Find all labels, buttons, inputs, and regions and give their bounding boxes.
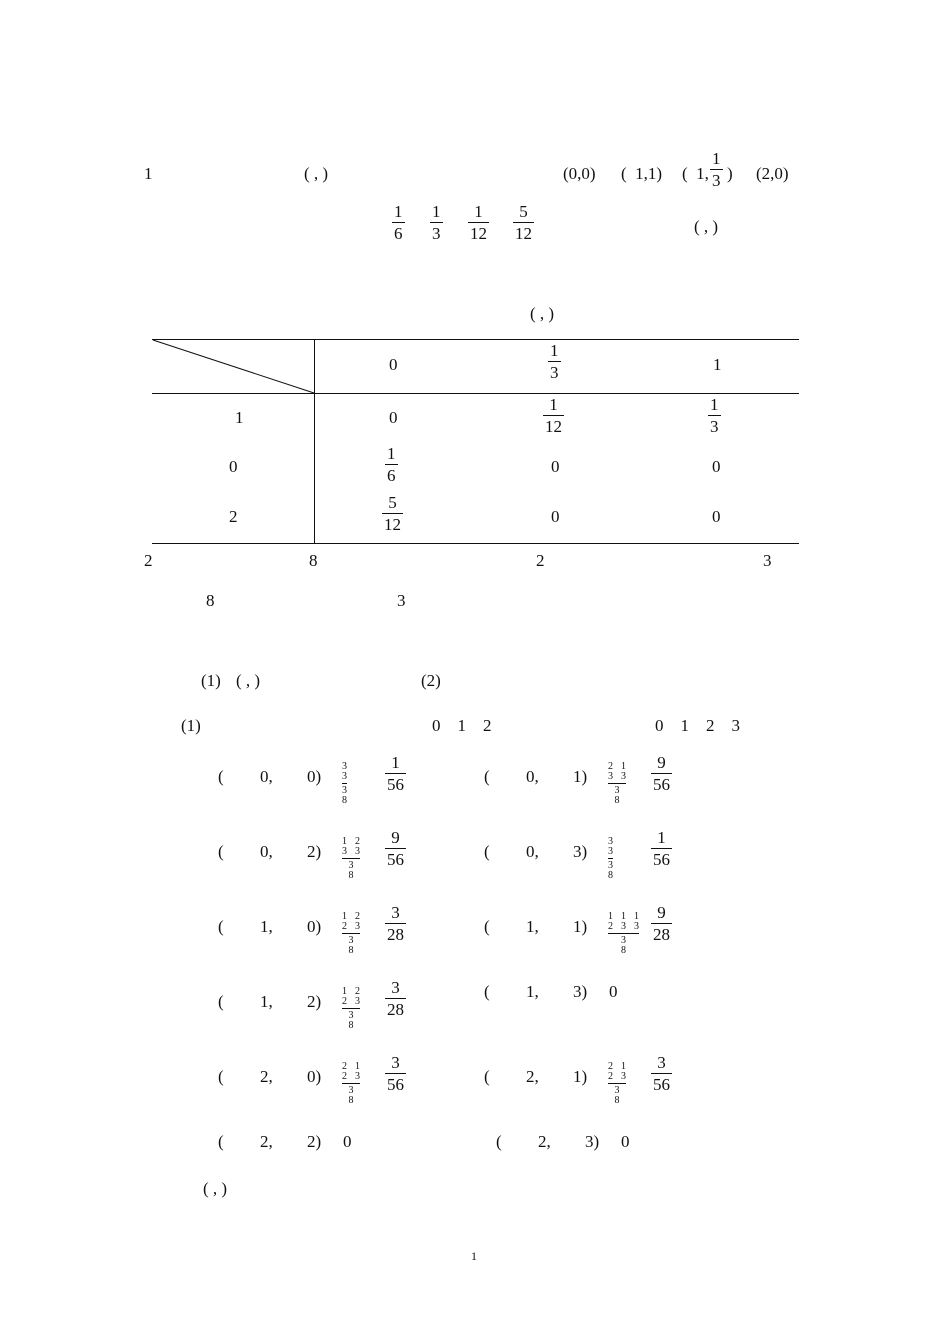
entry-x-value: 0, bbox=[260, 842, 273, 861]
table-header-col-3: 1 bbox=[713, 355, 722, 374]
entry-x-value: 2, bbox=[260, 1067, 273, 1086]
entry-combination-expression: 1 2 2 3 3 8 bbox=[342, 986, 360, 1031]
point-3-fraction: 1 3 bbox=[712, 149, 721, 190]
problem-2-value-5: 3 bbox=[397, 591, 406, 610]
entry-value: 0 bbox=[609, 982, 618, 1001]
solution-label: (1) bbox=[181, 716, 201, 735]
y-values: 0 1 2 3 bbox=[655, 716, 740, 735]
table-cell-3-2: 0 bbox=[551, 507, 560, 526]
point-3-suffix: ) bbox=[727, 164, 733, 183]
entry-x-value: 2, bbox=[538, 1132, 551, 1151]
problem-2-value-4: 8 bbox=[206, 591, 215, 610]
entry-probability-fraction: 3 28 bbox=[387, 978, 404, 1019]
table-row-2-label: 0 bbox=[229, 457, 238, 476]
entry-open-paren: ( bbox=[218, 917, 224, 936]
entry-y-value: 1) bbox=[573, 767, 588, 786]
probability-fraction-3: 1 12 bbox=[470, 202, 487, 243]
entry-open-paren: ( bbox=[496, 1132, 502, 1151]
entry-combination-expression: 1 2 3 3 3 8 bbox=[342, 836, 360, 881]
table-cell-3-1: 5 12 bbox=[384, 493, 401, 534]
entry-probability-fraction: 9 56 bbox=[653, 753, 670, 794]
x-values: 0 1 2 bbox=[432, 716, 492, 735]
entry-y-value: 1) bbox=[573, 1067, 588, 1086]
table-diagonal-header bbox=[152, 339, 315, 394]
problem-1-pair: ( , ) bbox=[304, 164, 329, 183]
table-header-col-2: 1 3 bbox=[550, 341, 559, 382]
entry-y-value: 0) bbox=[307, 767, 322, 786]
question-1-label: (1) bbox=[201, 671, 221, 690]
entry-open-paren: ( bbox=[218, 1132, 224, 1151]
entry-open-paren: ( bbox=[218, 1067, 224, 1086]
entry-x-value: 2, bbox=[526, 1067, 539, 1086]
entry-probability-fraction: 9 28 bbox=[653, 903, 670, 944]
entry-x-value: 0, bbox=[526, 842, 539, 861]
entry-y-value: 3) bbox=[585, 1132, 600, 1151]
entry-y-value: 0) bbox=[307, 917, 322, 936]
point-2: ( 1,1) bbox=[621, 164, 663, 183]
question-2-label: (2) bbox=[421, 671, 441, 690]
entry-probability-fraction: 1 56 bbox=[387, 753, 404, 794]
entry-y-value: 2) bbox=[307, 1132, 322, 1151]
entry-combination-expression: 2 1 2 3 3 8 bbox=[608, 1061, 626, 1106]
table-row-1-label: 1 bbox=[235, 408, 244, 427]
problem-2-number: 2 bbox=[144, 551, 153, 570]
entry-open-paren: ( bbox=[218, 842, 224, 861]
entry-combination-expression: 1 2 2 3 3 8 bbox=[342, 911, 360, 956]
entry-open-paren: ( bbox=[218, 767, 224, 786]
entry-value: 0 bbox=[621, 1132, 630, 1151]
probability-fraction-2: 1 3 bbox=[432, 202, 441, 243]
point-4: (2,0) bbox=[756, 164, 789, 183]
entry-x-value: 1, bbox=[526, 982, 539, 1001]
problem-2-value-2: 2 bbox=[536, 551, 545, 570]
point-1: (0,0) bbox=[563, 164, 596, 183]
table-caption: ( , ) bbox=[530, 304, 555, 323]
problem-2-value-1: 8 bbox=[309, 551, 318, 570]
entry-y-value: 2) bbox=[307, 842, 322, 861]
table-cell-2-1: 1 6 bbox=[387, 444, 396, 485]
question-1-pair: ( , ) bbox=[236, 671, 261, 690]
point-3-prefix: ( 1, bbox=[682, 164, 709, 183]
entry-x-value: 1, bbox=[526, 917, 539, 936]
probability-fraction-1: 1 6 bbox=[394, 202, 403, 243]
entry-value: 0 bbox=[343, 1132, 352, 1151]
entry-probability-fraction: 1 56 bbox=[653, 828, 670, 869]
entry-y-value: 3) bbox=[573, 982, 588, 1001]
problem-1-number: 1 bbox=[144, 164, 153, 183]
table-cell-3-3: 0 bbox=[712, 507, 721, 526]
table-row-3-label: 2 bbox=[229, 507, 238, 526]
entry-x-value: 0, bbox=[526, 767, 539, 786]
problem-2-value-3: 3 bbox=[763, 551, 772, 570]
entry-y-value: 2) bbox=[307, 992, 322, 1011]
table-cell-1-1: 0 bbox=[389, 408, 398, 427]
entry-probability-fraction: 9 56 bbox=[387, 828, 404, 869]
entry-x-value: 1, bbox=[260, 992, 273, 1011]
final-pair: ( , ) bbox=[203, 1179, 228, 1198]
entry-open-paren: ( bbox=[218, 992, 224, 1011]
entry-y-value: 3) bbox=[573, 842, 588, 861]
entry-combination-expression: 1 1 1 2 3 3 3 8 bbox=[608, 911, 639, 956]
page-number: 1 bbox=[471, 1249, 477, 1263]
entry-combination-expression: 2 1 2 3 3 8 bbox=[342, 1061, 360, 1106]
entry-open-paren: ( bbox=[484, 1067, 490, 1086]
problem-1-pair-2: ( , ) bbox=[694, 217, 719, 236]
entry-combination-expression: 3 3 3 8 bbox=[608, 836, 613, 881]
entry-probability-fraction: 3 56 bbox=[387, 1053, 404, 1094]
entry-probability-fraction: 3 56 bbox=[653, 1053, 670, 1094]
table-cell-2-3: 0 bbox=[712, 457, 721, 476]
entry-y-value: 0) bbox=[307, 1067, 322, 1086]
entry-open-paren: ( bbox=[484, 767, 490, 786]
probability-fraction-4: 5 12 bbox=[515, 202, 532, 243]
entry-combination-expression: 2 1 3 3 3 8 bbox=[608, 761, 626, 806]
entry-x-value: 2, bbox=[260, 1132, 273, 1151]
table-header-col-1: 0 bbox=[389, 355, 398, 374]
entry-probability-fraction: 3 28 bbox=[387, 903, 404, 944]
entry-open-paren: ( bbox=[484, 982, 490, 1001]
entry-open-paren: ( bbox=[484, 917, 490, 936]
entry-combination-expression: 3 3 3 8 bbox=[342, 761, 347, 806]
table-cell-1-2: 1 12 bbox=[545, 395, 562, 436]
entry-x-value: 1, bbox=[260, 917, 273, 936]
table-bottom-rule bbox=[152, 543, 799, 544]
entry-open-paren: ( bbox=[484, 842, 490, 861]
table-cell-2-2: 0 bbox=[551, 457, 560, 476]
table-cell-1-3: 1 3 bbox=[710, 395, 719, 436]
entry-y-value: 1) bbox=[573, 917, 588, 936]
entry-x-value: 0, bbox=[260, 767, 273, 786]
